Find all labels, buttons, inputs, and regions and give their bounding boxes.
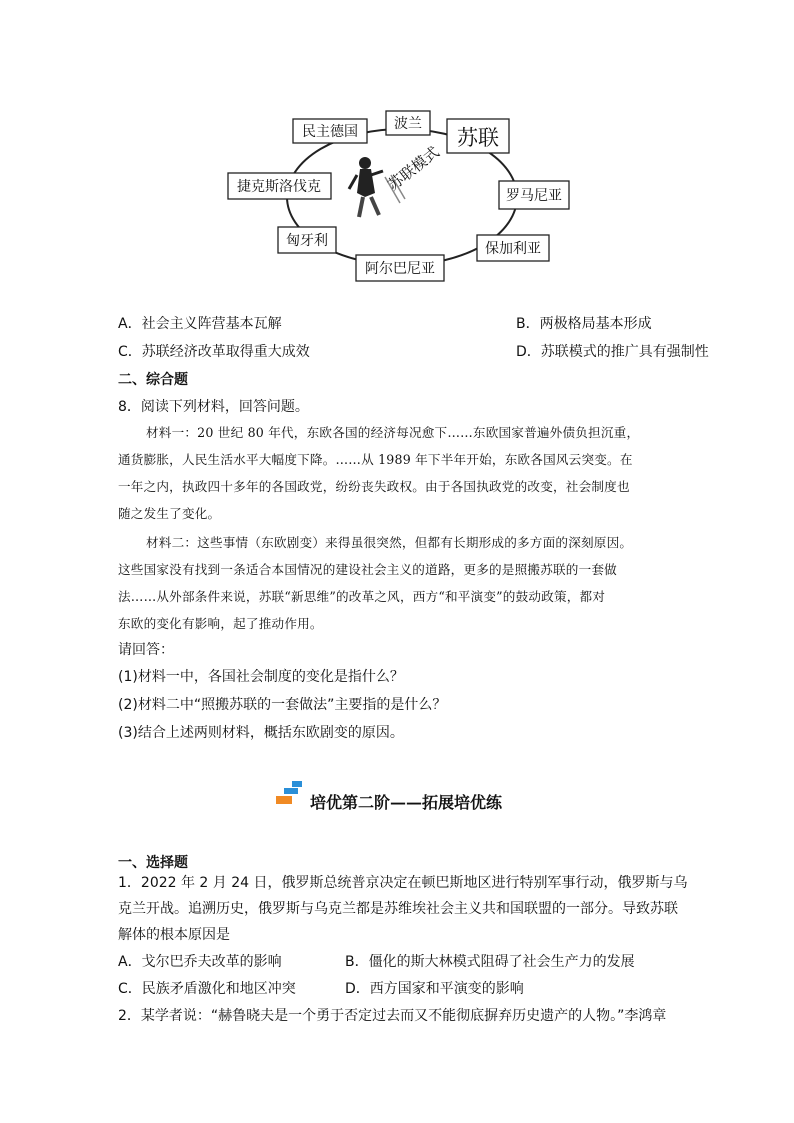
q1-options-row-1 xyxy=(118,952,635,972)
node-gdr xyxy=(293,119,367,143)
q1-option-d[interactable]: D．西方国家和平演变的影响 xyxy=(345,981,524,997)
material1-line: 一年之内，执政四十多年的各国政党，纷纷丧失政权。由于各国执政党的改变，社会制度也 xyxy=(118,479,630,494)
q1-stem-line: 克兰开战。追溯历史，俄罗斯与乌克兰都是苏维埃社会主义共和国联盟的一部分。导致苏联 xyxy=(118,901,678,917)
stair-steps-icon xyxy=(276,781,304,807)
material2-line: 东欧的变化有影响，起了推动作用。 xyxy=(118,616,323,631)
node-label: 阿尔巴尼亚 xyxy=(365,261,435,277)
q7-options-row-1 xyxy=(118,314,652,334)
material2-line: 这些国家没有找到一条适合本国情况的建设社会主义的道路，更多的是照搬苏联的一套做 xyxy=(118,562,617,577)
q2-stem: 2．某学者说：“赫鲁晓夫是一个勇于否定过去而又不能彻底摒弃历史遗产的人物。”李鸿章 xyxy=(118,1008,667,1024)
q1-option-a[interactable]: A．戈尔巴乔夫改革的影响 xyxy=(118,954,282,970)
node-hungary xyxy=(278,227,336,253)
section-heading-comprehensive: 二、综合题 xyxy=(118,372,188,388)
q1-stem-line: 1．2022 年 2 月 24 日，俄罗斯总统普京决定在顿巴斯地区进行特别军事行动，俄罗斯与乌 xyxy=(118,875,688,891)
material2-line: 法……从外部条件来说，苏联“新思维”的改革之风，西方“和平演变”的鼓动政策，都对 xyxy=(118,589,606,604)
q1-option-b[interactable]: B．僵化的斯大林模式阻碍了社会生产力的发展 xyxy=(345,954,635,970)
q1-options-row-2 xyxy=(118,979,524,999)
q8-subquestion-1: (1)材料一中，各国社会制度的变化是指什么？ xyxy=(118,669,404,685)
q7-option-b[interactable]: B．两极格局基本形成 xyxy=(516,316,652,332)
node-label: 罗马尼亚 xyxy=(506,188,562,204)
node-ussr xyxy=(447,119,509,153)
q7-option-d[interactable]: D．苏联模式的推广具有强制性 xyxy=(516,344,709,360)
material2-line: 材料二：这些事情（东欧剧变）来得虽很突然，但都有长期形成的多方面的深刻原因。 xyxy=(146,535,633,550)
node-label: 捷克斯洛伐克 xyxy=(237,179,321,195)
q8-subquestion-2: (2)材料二中“照搬苏联的一套做法”主要指的是什么？ xyxy=(118,697,447,713)
q7-options-row-2 xyxy=(118,342,709,362)
material1-line: 随之发生了变化。 xyxy=(118,506,221,521)
node-label: 匈牙利 xyxy=(286,233,328,249)
q7-option-a[interactable]: A．社会主义阵营基本瓦解 xyxy=(118,316,282,332)
node-label: 民主德国 xyxy=(302,124,358,140)
node-albania xyxy=(356,255,444,281)
soviet-model-diagram xyxy=(225,105,575,290)
material1-line: 材料一：20 世纪 80 年代，东欧各国的经济每况愈下……东欧国家普遍外债负担沉重， xyxy=(146,425,640,440)
q8-stem: 8．阅读下列材料，回答问题。 xyxy=(118,399,309,415)
q1-option-c[interactable]: C．民族矛盾激化和地区冲突 xyxy=(118,981,296,997)
node-bulgaria xyxy=(477,235,549,261)
q1-stem-line: 解体的根本原因是 xyxy=(118,927,230,943)
center-label-soviet-model: 苏联模式 xyxy=(384,143,443,195)
section-heading-choice: 一、选择题 xyxy=(118,855,188,871)
q8-prompt: 请回答： xyxy=(118,642,174,658)
node-poland xyxy=(386,111,430,135)
node-label: 波兰 xyxy=(394,116,422,132)
node-label: 保加利亚 xyxy=(485,241,541,257)
material1-line: 通货膨胀，人民生活水平大幅度下降。……从 1989 年下半年开始，东欧各国风云突变。在 xyxy=(118,452,633,467)
node-label: 苏联 xyxy=(457,126,499,150)
section-banner-title: 培优第二阶——拓展培优练 xyxy=(310,793,503,812)
node-romania xyxy=(499,181,569,209)
q8-subquestion-3: (3)结合上述两则材料，概括东欧剧变的原因。 xyxy=(118,725,404,741)
node-czechoslovakia xyxy=(228,173,331,199)
q7-option-c[interactable]: C．苏联经济改革取得重大成效 xyxy=(118,344,310,360)
